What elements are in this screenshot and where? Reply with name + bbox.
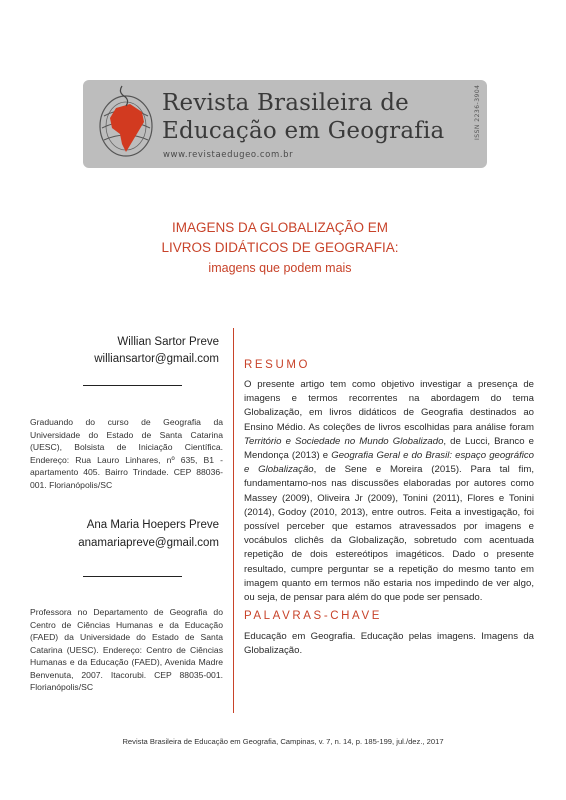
abstract-text	[244, 378, 534, 605]
abstract-part-3: , de Sene e Moreira (2015). Para tal fim, fundamentamo-nos nas discussões elaboradas por autores como Massey (2009), Oliveira Jr (2009), Tonini (2011), Flores e Tonini (2014), Godoy (2010, 2013), entre outros. Feita a investigação, foi possível perceber que estamos atravessados por imagens e vocábulos clichês da Globalização, sobretudo com acentuada repetição de dois estereótipos imagéticos. Dado o presente resultado, cumpre perguntar se a repetição do mesmo tanto em imagem quanto em termos não estaria nos impedindo de ver algo, ou seja, de pensar para além do que pode ser pensado.	[244, 464, 535, 604]
author-1-email[interactable]: williansartor@gmail.com	[94, 353, 219, 365]
abstract-part-1: O presente artigo tem como objetivo investigar a presença de imagens e termos recorrentes na abordagem do tema Globalização, em livros didáticos de Geografia destinados ao Ensino Médio. As coleções de livros escolhidas para análise foram	[244, 379, 534, 433]
abstract-book-2: Geografia Geral e do Brasil: espaço geográfico e Globalização	[244, 450, 534, 476]
journal-url[interactable]: www.revistaedugeo.com.br	[163, 150, 294, 160]
keywords-heading: PALAVRAS-CHAVE	[244, 610, 383, 622]
column-divider	[233, 328, 234, 713]
author-2-bio: Professora no Departamento de Geografia do Centro de Ciências Humanas e da Educação (FAED) da Universidade do Estado de Santa Catarina (UESC). Endereço: Centro de Ciências Humanas e da Educação (FAED), Avenida Madre Benvenuta, 2007. Itacorubi. CEP 88035-001. Florianópolis/SC	[30, 607, 223, 692]
title-line-2: LIVROS DIDÁTICOS DE GEOGRAFIA:	[161, 240, 399, 255]
abstract-book-1: Território e Sociedade no Mundo Globalizado	[244, 435, 444, 447]
article-subtitle: imagens que podem mais	[208, 261, 352, 275]
abstract-heading: RESUMO	[244, 359, 311, 371]
author-2-rule	[83, 576, 182, 577]
footer-citation: Revista Brasileira de Educação em Geografia, Campinas, v. 7, n. 14, p. 185-199, jul./dez., 2017	[122, 737, 444, 746]
author-2-email[interactable]: anamariapreve@gmail.com	[78, 537, 219, 549]
author-1-bio: Graduando do curso de Geografia da Universidade do Estado de Santa Catarina (UESC), Bolsista de Iniciação Científica. Endereço: Rua Lauro Linhares, nº 635, B1 - apartamento 405. Bairro Trindade. CEP 88036-001. Florianópolis/SC	[30, 417, 223, 490]
brazil-map-logo-icon	[96, 82, 158, 160]
article-title	[90, 218, 470, 278]
journal-name-line-1: Revista Brasileira de	[162, 90, 409, 116]
journal-issn: ISSN 2236-3904	[474, 84, 481, 140]
abstract-part-2: , de Lucci, Branco e Mendonça (2013) e	[244, 435, 534, 462]
title-line-1: IMAGENS DA GLOBALIZAÇÃO EM	[171, 220, 389, 235]
author-1-rule	[83, 385, 182, 386]
keywords-text: Educação em Geografia. Educação pelas imagens. Imagens da Globalização.	[244, 631, 534, 657]
journal-name-line-2: Educação em Geografia	[162, 118, 445, 144]
author-1-name: Willian Sartor Preve	[117, 336, 219, 348]
author-2-name: Ana Maria Hoepers Preve	[86, 519, 219, 531]
